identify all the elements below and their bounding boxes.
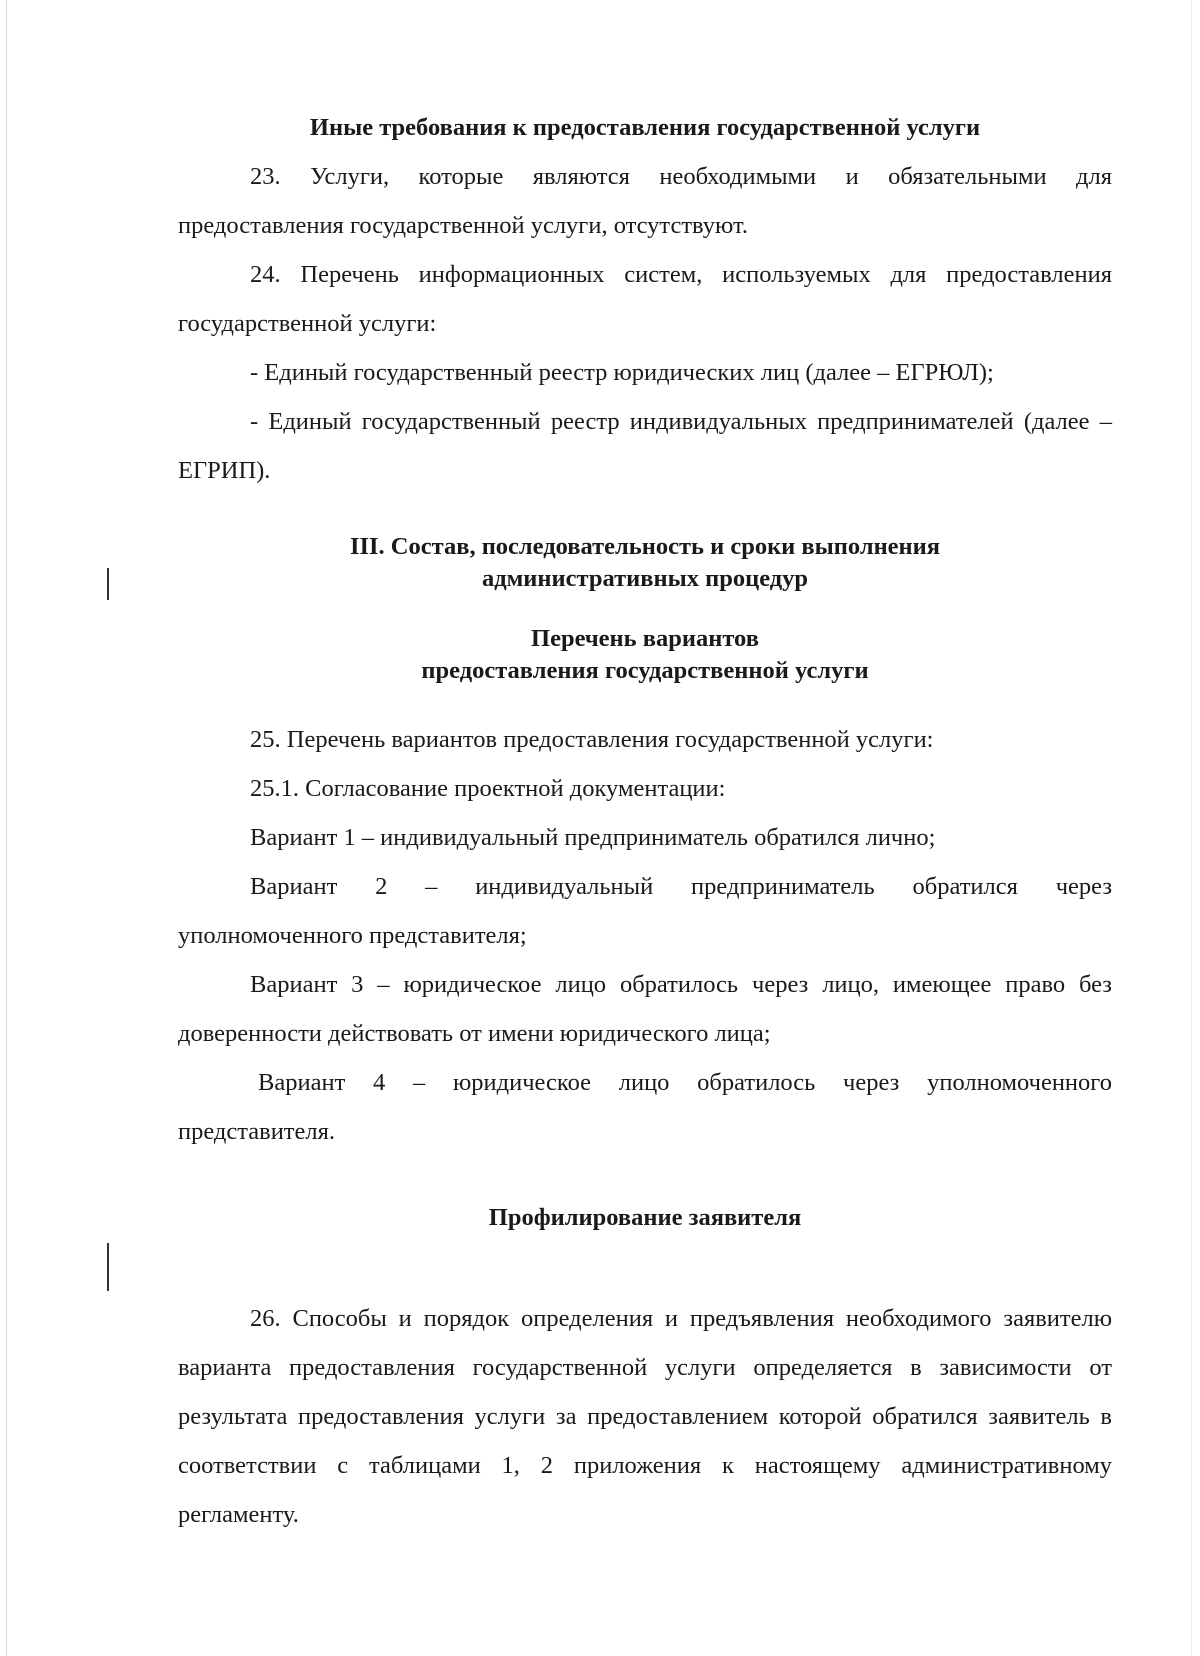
scan-edge-right (1191, 0, 1192, 1656)
section-3-title-line-1: III. Состав, последовательность и сроки выполнения (349, 533, 941, 560)
scan-edge-left (6, 0, 7, 1656)
list-item-egrul: - Единый государственный реестр юридических лиц (далее – ЕГРЮЛ); (250, 359, 994, 386)
heading-variants-line-2: предоставления государственной услуги (421, 657, 869, 684)
margin-mark (107, 1243, 109, 1291)
paragraph-24: 24. Перечень информационных систем, используемых для предоставления государственной услуги: (178, 261, 1112, 337)
heading-profiling: Профилирование заявителя (488, 1204, 802, 1231)
list-item-egrip: - Единый государственный реестр индивидуальных предпринимателей (далее – ЕГРИП). (178, 408, 1112, 484)
paragraph-25: 25. Перечень вариантов предоставления государственной услуги: (250, 726, 934, 753)
variant-2: Вариант 2 – индивидуальный предприниматель обратился через уполномоченного представителя; (178, 873, 1112, 949)
heading-variants (178, 623, 1112, 687)
margin-mark (107, 568, 109, 600)
section-3-title (178, 531, 1112, 595)
paragraph-23: 23. Услуги, которые являются необходимыми и обязательными для предоставления государственной услуги, отсутствуют. (178, 163, 1112, 239)
document-body (178, 112, 1112, 1539)
section-3-title-line-2: административных процедур (481, 565, 809, 592)
variant-1: Вариант 1 – индивидуальный предприниматель обратился лично; (250, 824, 936, 851)
paragraph-25-1: 25.1. Согласование проектной документации: (250, 775, 726, 802)
paragraph-26: 26. Способы и порядок определения и предъявления необходимого заявителю варианта предоставления государственной услуги определяется в зависимости от результата предоставления услуги за предоставлением которой обратился заявитель в соответствии с таблицами 1, 2 приложения к настоящему административному регламенту. (178, 1305, 1112, 1528)
heading-other-requirements: Иные требования к предоставления государственной услуги (309, 114, 981, 141)
heading-variants-line-1: Перечень вариантов (531, 625, 759, 652)
variant-3: Вариант 3 – юридическое лицо обратилось через лицо, имеющее право без доверенности действовать от имени юридического лица; (178, 971, 1112, 1047)
variant-4: Вариант 4 – юридическое лицо обратилось через уполномоченного представителя. (178, 1069, 1112, 1145)
